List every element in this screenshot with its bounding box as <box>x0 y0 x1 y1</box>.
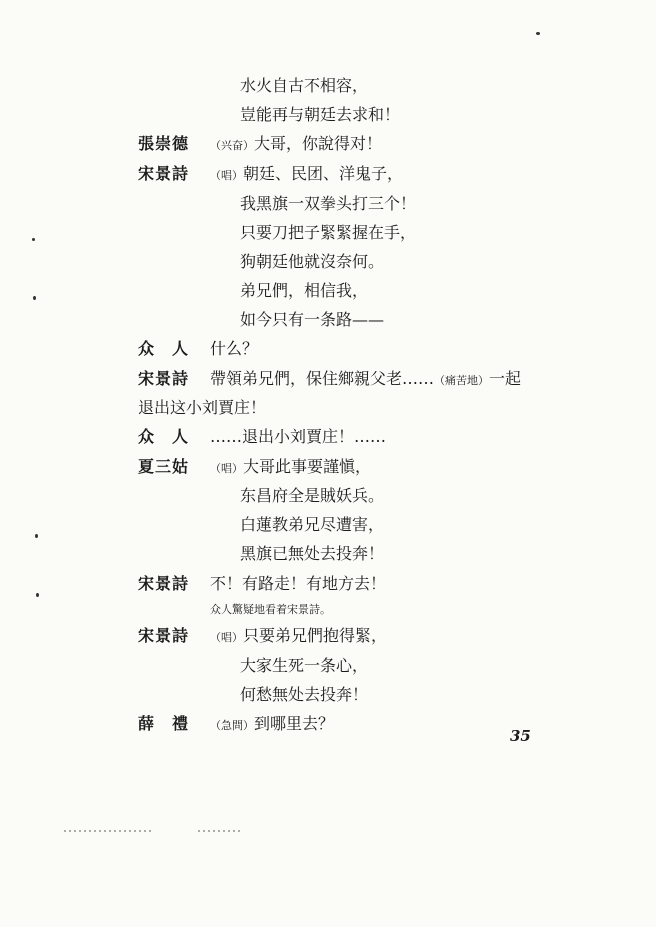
stage-direction: （唱） <box>210 462 243 475</box>
dialogue-text: 不！有路走！有地方去！ <box>210 574 387 593</box>
scan-speck <box>36 593 39 597</box>
stage-direction: （唱） <box>210 169 243 182</box>
verse-line: 如今只有一条路—— <box>240 310 385 329</box>
verse-line: 东昌府全是賊妖兵。 <box>240 486 385 505</box>
scan-speck <box>536 32 540 35</box>
stage-direction: （唱） <box>210 631 243 644</box>
verse-line: 豈能再与朝廷去求和！ <box>240 105 401 124</box>
speaker-name: 宋景詩 <box>138 574 190 593</box>
verse-line: 水火自古不相容， <box>240 76 369 95</box>
dialogue-line <box>210 369 521 391</box>
dialogue-text: 朝廷、民团、洋鬼子， <box>243 164 404 183</box>
speaker-name: 众 人 <box>138 339 190 358</box>
stage-direction: （痛苦地） <box>434 374 490 387</box>
dialogue-text: 一起 <box>489 369 522 388</box>
dialogue-line <box>210 164 403 186</box>
dialogue-text: 帶領弟兄們，保住鄉親父老…… <box>210 369 435 388</box>
dialogue-line <box>210 714 334 736</box>
verse-line: 白蓮教弟兄尽遭害， <box>240 515 385 534</box>
speaker-name: 張崇德 <box>138 134 190 153</box>
dialogue-line <box>210 626 387 648</box>
speaker-name: 薛 禮 <box>138 714 190 733</box>
dialogue-line <box>210 134 382 156</box>
dialogue-text: 退出这小刘賈庄！ <box>138 398 267 417</box>
page-number: 35 <box>510 727 531 745</box>
scan-speck <box>33 296 36 300</box>
verse-line: 弟兄們，相信我， <box>240 281 369 300</box>
verse-line: 黑旗已無处去投奔！ <box>240 544 385 563</box>
dialogue-text: ……退出小刘賈庄！…… <box>210 427 387 446</box>
dialogue-line <box>210 457 371 479</box>
scan-noise <box>64 830 154 832</box>
dialogue-text: 大哥，你說得对！ <box>254 134 383 153</box>
scan-speck <box>35 534 38 538</box>
speaker-name: 宋景詩 <box>138 626 190 645</box>
speaker-name: 宋景詩 <box>138 369 190 388</box>
dialogue-text: 到哪里去？ <box>254 714 335 733</box>
scan-speck <box>32 238 35 241</box>
verse-line: 狗朝廷他就沒奈何。 <box>240 252 385 271</box>
speaker-name: 众 人 <box>138 427 190 446</box>
verse-line: 何愁無处去投奔！ <box>240 685 369 704</box>
verse-line: 大家生死一条心， <box>240 656 369 675</box>
stage-direction: （兴奋） <box>210 139 254 152</box>
verse-line: 只要刀把子緊緊握在手， <box>240 223 417 242</box>
dialogue-text: 大哥此事要謹愼， <box>243 457 372 476</box>
verse-line: 我黑旗一双拳头打三个！ <box>240 194 417 213</box>
dialogue-text: 什么？ <box>210 339 259 358</box>
dialogue-text: 只要弟兄們抱得緊， <box>243 626 388 645</box>
speaker-name: 宋景詩 <box>138 164 190 183</box>
speaker-name: 夏三姑 <box>138 457 190 476</box>
stage-direction: （急問） <box>210 719 254 732</box>
scan-noise <box>198 830 240 832</box>
stage-note: 众人驚疑地看着宋景詩。 <box>210 603 331 616</box>
